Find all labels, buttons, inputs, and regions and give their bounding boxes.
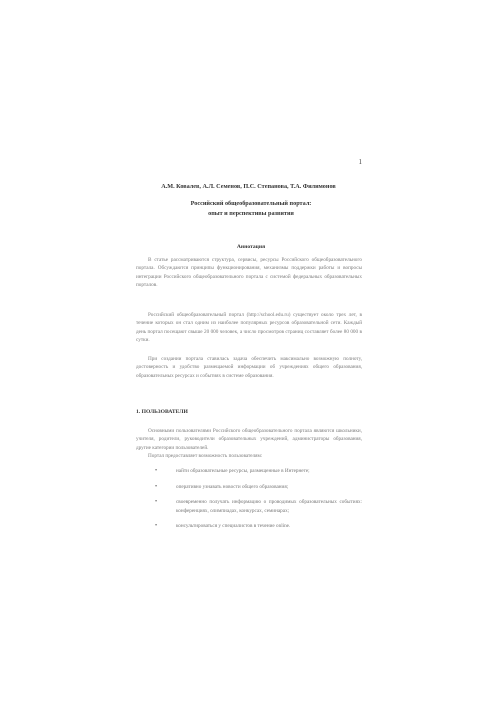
section-heading: 1. ПОЛЬЗОВАТЕЛИ bbox=[136, 409, 188, 415]
bullet-icon: • bbox=[155, 483, 158, 490]
author-list: А.М. Ковалев, А.Л. Семенов, П.С. Степанова, Т.А. Филимонов bbox=[161, 183, 336, 190]
section-paragraph bbox=[136, 427, 362, 452]
list-item bbox=[136, 498, 362, 515]
list-item bbox=[136, 467, 362, 476]
page-number: 1 bbox=[358, 158, 362, 166]
list-item bbox=[136, 522, 362, 531]
article-title bbox=[140, 199, 362, 219]
list-item bbox=[136, 483, 362, 492]
bullet-icon: • bbox=[155, 523, 158, 530]
intro-paragraph bbox=[136, 311, 362, 345]
bullet-intro-paragraph bbox=[136, 452, 362, 460]
section-text: Основными пользователями Российского общеобразовательного портала являются школьники, учителя, родители, руководители образовательных учреждений, администраторы образования, другие категории пользователей. bbox=[136, 428, 362, 451]
bullet-icon: • bbox=[155, 499, 158, 506]
goal-text: При создании портала ставилась задача обеспечить максимально возможную полноту, достоверность и удобство размещаемой информации об учреждениях общего образования, образовательных ресурсах и событиях в системе образования. bbox=[136, 356, 362, 379]
list-item-text: оперативно узнавать новости общего образования; bbox=[176, 483, 289, 490]
title-line-2: опыт и перспективы развития bbox=[208, 210, 294, 217]
title-line-1: Российский общеобразовательный портал: bbox=[190, 200, 312, 207]
bullet-list bbox=[136, 467, 362, 538]
list-item-text: своевременно получать информацию о проводимых образовательных событиях: конференциях, олимпиадах, конкурсах, семинарах; bbox=[176, 499, 362, 514]
abstract-text: В статье рассматриваются структура, сервисы, ресурсы Российского общеобразовательного портала. Обсуждаются принципы функционирования, механизмы поддержки работы и вопросы интеграции Российского общеобразовательного портала с системой федеральных образовательных порталов. bbox=[136, 257, 362, 289]
abstract-heading: Аннотация bbox=[236, 244, 266, 250]
list-item-text: найти образовательные ресурсы, размещенные в Интернете; bbox=[176, 468, 310, 474]
goal-paragraph bbox=[136, 355, 362, 380]
abstract-paragraph bbox=[136, 256, 362, 290]
list-item-text: консультироваться у специалистов в течение online. bbox=[176, 523, 291, 530]
bullet-intro-text: Портал предоставляет возможность пользователям: bbox=[148, 453, 263, 459]
bullet-icon: • bbox=[155, 468, 158, 474]
intro-text: Российский общеобразовательный портал (http://school.edu.ru) существует около трех лет, в течение которых он стал одним из наиболее популярных ресурсов образовательной сети. Каждый день портал посещают свыше 20 000 человек, а число просмотров страниц составляет более 80 000 в сутки. bbox=[136, 312, 362, 344]
